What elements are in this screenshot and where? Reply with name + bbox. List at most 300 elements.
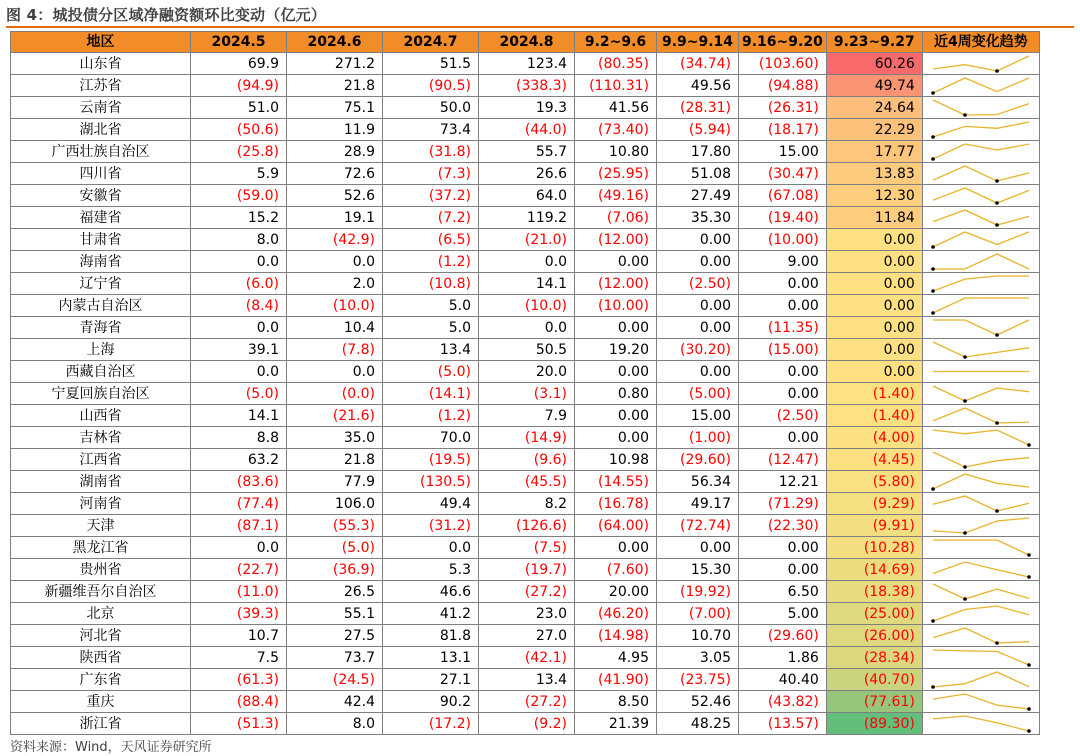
sparkline <box>923 427 1039 448</box>
figure-title: 图 4：城投债分区域净融资额环比变动（亿元） <box>6 6 327 24</box>
sparkline-low-marker <box>931 268 935 272</box>
value-cell: 0.00 <box>657 251 739 273</box>
value-cell: (26.31) <box>739 97 827 119</box>
value-cell: 10.4 <box>287 317 383 339</box>
value-cell: (6.0) <box>191 273 287 295</box>
value-cell: (24.5) <box>287 669 383 691</box>
value-cell: 9.00 <box>739 251 827 273</box>
value-cell: (10.00) <box>739 229 827 251</box>
value-cell: 0.0 <box>191 361 287 383</box>
value-cell: (10.8) <box>383 273 479 295</box>
value-cell: 23.0 <box>479 603 575 625</box>
value-cell: 41.2 <box>383 603 479 625</box>
sparkline-low-marker <box>931 92 935 96</box>
sparkline-line <box>933 320 1029 335</box>
value-cell: (14.55) <box>575 471 657 493</box>
value-cell: (72.74) <box>657 515 739 537</box>
value-cell: 39.1 <box>191 339 287 361</box>
value-cell: 0.0 <box>191 537 287 559</box>
value-cell: 55.1 <box>287 603 383 625</box>
value-cell: 21.39 <box>575 713 657 735</box>
latest-week-cell: (26.00) <box>826 625 922 647</box>
value-cell: (50.6) <box>191 119 287 141</box>
trend-cell <box>922 251 1039 273</box>
region-cell: 广西壮族自治区 <box>11 141 191 163</box>
region-cell: 湖南省 <box>11 471 191 493</box>
sparkline-low-marker <box>963 114 967 118</box>
value-cell: (29.60) <box>739 625 827 647</box>
week4-header: 9.23~9.27 <box>826 32 922 53</box>
sparkline-low-marker <box>1027 444 1031 448</box>
sparkline-line <box>933 430 1029 445</box>
region-cell: 江西省 <box>11 449 191 471</box>
sparkline <box>923 229 1039 250</box>
value-cell: 0.00 <box>739 361 827 383</box>
value-cell: (90.5) <box>383 75 479 97</box>
value-cell: (31.8) <box>383 141 479 163</box>
sparkline <box>923 75 1039 96</box>
trend-cell <box>922 317 1039 339</box>
value-cell: 69.9 <box>191 53 287 75</box>
latest-week-cell: 0.00 <box>826 251 922 273</box>
value-cell: 0.0 <box>287 251 383 273</box>
trend-cell <box>922 141 1039 163</box>
value-cell: 8.0 <box>287 713 383 735</box>
value-cell: 0.0 <box>479 251 575 273</box>
region-cell: 山东省 <box>11 53 191 75</box>
trend-cell <box>922 537 1039 559</box>
value-cell: 40.40 <box>739 669 827 691</box>
table-row <box>11 515 1040 537</box>
trend-cell <box>922 427 1039 449</box>
value-cell: 19.1 <box>287 207 383 229</box>
value-cell: (21.6) <box>287 405 383 427</box>
region-cell: 北京 <box>11 603 191 625</box>
value-cell: 75.1 <box>287 97 383 119</box>
value-cell: 73.7 <box>287 647 383 669</box>
sparkline-line <box>933 694 1029 709</box>
table-row <box>11 229 1040 251</box>
sparkline-low-marker <box>931 290 935 294</box>
value-cell: (64.00) <box>575 515 657 537</box>
latest-week-cell: (77.61) <box>826 691 922 713</box>
value-cell: 15.00 <box>739 141 827 163</box>
value-cell: (1.2) <box>383 405 479 427</box>
value-cell: 0.00 <box>739 383 827 405</box>
value-cell: 51.5 <box>383 53 479 75</box>
sparkline-line <box>933 408 1029 423</box>
value-cell: (9.6) <box>479 449 575 471</box>
region-cell: 江苏省 <box>11 75 191 97</box>
trend-cell <box>922 207 1039 229</box>
value-cell: 27.5 <box>287 625 383 647</box>
value-cell: 10.7 <box>191 625 287 647</box>
sparkline-line <box>933 78 1029 93</box>
sparkline-low-marker <box>995 334 999 338</box>
trend-cell <box>922 515 1039 537</box>
value-cell: 0.0 <box>287 361 383 383</box>
value-cell: (7.60) <box>575 559 657 581</box>
sparkline-line <box>933 166 1029 181</box>
trend-cell <box>922 493 1039 515</box>
value-cell: (18.17) <box>739 119 827 141</box>
sparkline-line <box>933 122 1029 137</box>
sparkline-low-marker <box>995 510 999 514</box>
table-row <box>11 405 1040 427</box>
latest-week-cell: (25.00) <box>826 603 922 625</box>
value-cell: 10.70 <box>657 625 739 647</box>
value-cell: (94.88) <box>739 75 827 97</box>
net-financing-table <box>10 31 1040 735</box>
table-row <box>11 581 1040 603</box>
region-cell: 海南省 <box>11 251 191 273</box>
latest-week-cell: (18.38) <box>826 581 922 603</box>
value-cell: 13.4 <box>479 669 575 691</box>
value-cell: 49.56 <box>657 75 739 97</box>
sparkline <box>923 361 1039 382</box>
value-cell: (11.35) <box>739 317 827 339</box>
value-cell: 8.8 <box>191 427 287 449</box>
region-cell: 福建省 <box>11 207 191 229</box>
trend-cell <box>922 383 1039 405</box>
value-cell: 46.6 <box>383 581 479 603</box>
value-cell: (42.9) <box>287 229 383 251</box>
table-row <box>11 53 1040 75</box>
latest-week-cell: (9.91) <box>826 515 922 537</box>
value-cell: (7.2) <box>383 207 479 229</box>
trend-cell <box>922 559 1039 581</box>
trend-cell <box>922 273 1039 295</box>
region-cell: 宁夏回族自治区 <box>11 383 191 405</box>
value-cell: 0.00 <box>739 273 827 295</box>
trend-cell <box>922 691 1039 713</box>
region-header: 地区 <box>11 32 191 53</box>
sparkline-line <box>933 474 1029 489</box>
table-row <box>11 669 1040 691</box>
latest-week-cell: 0.00 <box>826 339 922 361</box>
jun-header: 2024.6 <box>287 32 383 53</box>
value-cell: 35.0 <box>287 427 383 449</box>
value-cell: 0.00 <box>657 361 739 383</box>
value-cell: (51.3) <box>191 713 287 735</box>
sparkline-low-marker <box>995 642 999 646</box>
value-cell: 0.0 <box>191 251 287 273</box>
trend-cell <box>922 185 1039 207</box>
sparkline-line <box>933 386 1029 401</box>
value-cell: 0.00 <box>575 317 657 339</box>
value-cell: 5.0 <box>383 295 479 317</box>
aug-header: 2024.8 <box>479 32 575 53</box>
value-cell: (338.3) <box>479 75 575 97</box>
value-cell: (12.47) <box>739 449 827 471</box>
value-cell: 0.00 <box>575 427 657 449</box>
value-cell: 0.00 <box>575 537 657 559</box>
sparkline-low-marker <box>931 686 935 690</box>
table-row <box>11 603 1040 625</box>
value-cell: 2.0 <box>287 273 383 295</box>
value-cell: 6.50 <box>739 581 827 603</box>
value-cell: (42.1) <box>479 647 575 669</box>
region-cell: 青海省 <box>11 317 191 339</box>
sparkline <box>923 603 1039 624</box>
value-cell: 35.30 <box>657 207 739 229</box>
table-row <box>11 141 1040 163</box>
value-cell: (5.0) <box>383 361 479 383</box>
value-cell: 4.95 <box>575 647 657 669</box>
value-cell: (8.4) <box>191 295 287 317</box>
sparkline <box>923 383 1039 404</box>
value-cell: 0.00 <box>657 317 739 339</box>
week2-header: 9.9~9.14 <box>657 32 739 53</box>
latest-week-cell: (89.30) <box>826 713 922 735</box>
week3-header: 9.16~9.20 <box>739 32 827 53</box>
table-row <box>11 647 1040 669</box>
sparkline-line <box>933 672 1029 687</box>
value-cell: (43.82) <box>739 691 827 713</box>
table-row <box>11 625 1040 647</box>
value-cell: 5.3 <box>383 559 479 581</box>
sparkline <box>923 405 1039 426</box>
sparkline-line <box>933 562 1029 577</box>
value-cell: (1.2) <box>383 251 479 273</box>
latest-week-cell: 11.84 <box>826 207 922 229</box>
value-cell: 123.4 <box>479 53 575 75</box>
value-cell: 0.00 <box>575 361 657 383</box>
table-row <box>11 691 1040 713</box>
region-cell: 西藏自治区 <box>11 361 191 383</box>
table-row <box>11 537 1040 559</box>
value-cell: 0.0 <box>479 317 575 339</box>
value-cell: (19.7) <box>479 559 575 581</box>
latest-week-cell: (40.70) <box>826 669 922 691</box>
value-cell: (7.06) <box>575 207 657 229</box>
value-cell: (19.40) <box>739 207 827 229</box>
sparkline <box>923 537 1039 558</box>
sparkline-low-marker <box>995 224 999 228</box>
value-cell: 90.2 <box>383 691 479 713</box>
table-row <box>11 75 1040 97</box>
value-cell: (5.94) <box>657 119 739 141</box>
sparkline-line <box>933 628 1029 643</box>
sparkline <box>923 647 1039 668</box>
sparkline <box>923 471 1039 492</box>
value-cell: 15.2 <box>191 207 287 229</box>
latest-week-cell: 0.00 <box>826 229 922 251</box>
value-cell: (21.0) <box>479 229 575 251</box>
value-cell: 49.4 <box>383 493 479 515</box>
value-cell: 17.80 <box>657 141 739 163</box>
region-cell: 贵州省 <box>11 559 191 581</box>
value-cell: (12.00) <box>575 229 657 251</box>
region-cell: 广东省 <box>11 669 191 691</box>
value-cell: (17.2) <box>383 713 479 735</box>
value-cell: 41.56 <box>575 97 657 119</box>
table-row <box>11 471 1040 493</box>
sparkline-low-marker <box>995 70 999 74</box>
value-cell: (5.0) <box>287 537 383 559</box>
value-cell: (27.2) <box>479 691 575 713</box>
table-row <box>11 493 1040 515</box>
sparkline-line <box>933 298 1029 313</box>
value-cell: (15.00) <box>739 339 827 361</box>
table-row <box>11 713 1040 735</box>
value-cell: (110.31) <box>575 75 657 97</box>
sparkline <box>923 163 1039 184</box>
value-cell: 56.34 <box>657 471 739 493</box>
value-cell: 14.1 <box>191 405 287 427</box>
value-cell: 52.6 <box>287 185 383 207</box>
sparkline-line <box>933 496 1029 511</box>
value-cell: 119.2 <box>479 207 575 229</box>
sparkline <box>923 339 1039 360</box>
sparkline-low-marker <box>1027 576 1031 580</box>
value-cell: (126.6) <box>479 515 575 537</box>
table-row <box>11 295 1040 317</box>
value-cell: (0.0) <box>287 383 383 405</box>
value-cell: 5.9 <box>191 163 287 185</box>
trend-cell <box>922 603 1039 625</box>
value-cell: 63.2 <box>191 449 287 471</box>
trend-cell <box>922 713 1039 735</box>
value-cell: 0.00 <box>739 559 827 581</box>
table-row <box>11 97 1040 119</box>
value-cell: (37.2) <box>383 185 479 207</box>
value-cell: 0.00 <box>575 251 657 273</box>
sparkline <box>923 713 1039 734</box>
value-cell: 55.7 <box>479 141 575 163</box>
value-cell: (83.6) <box>191 471 287 493</box>
value-cell: (80.35) <box>575 53 657 75</box>
value-cell: (10.00) <box>575 295 657 317</box>
value-cell: 27.0 <box>479 625 575 647</box>
sparkline-low-marker <box>1027 708 1031 712</box>
value-cell: (7.5) <box>479 537 575 559</box>
latest-week-cell: 0.00 <box>826 295 922 317</box>
latest-week-cell: (5.80) <box>826 471 922 493</box>
latest-week-cell: 60.26 <box>826 53 922 75</box>
value-cell: 106.0 <box>287 493 383 515</box>
week1-header: 9.2~9.6 <box>575 32 657 53</box>
value-cell: (67.08) <box>739 185 827 207</box>
region-cell: 山西省 <box>11 405 191 427</box>
region-cell: 吉林省 <box>11 427 191 449</box>
region-cell: 陕西省 <box>11 647 191 669</box>
table-row <box>11 361 1040 383</box>
table-row <box>11 185 1040 207</box>
sparkline-low-marker <box>931 136 935 140</box>
sparkline-low-marker <box>931 488 935 492</box>
trend-cell <box>922 669 1039 691</box>
value-cell: 7.9 <box>479 405 575 427</box>
latest-week-cell: 0.00 <box>826 361 922 383</box>
value-cell: (45.5) <box>479 471 575 493</box>
latest-week-cell: (1.40) <box>826 405 922 427</box>
region-cell: 辽宁省 <box>11 273 191 295</box>
value-cell: 0.0 <box>191 317 287 339</box>
table-row <box>11 559 1040 581</box>
trend-cell <box>922 53 1039 75</box>
value-cell: 0.00 <box>657 295 739 317</box>
region-cell: 天津 <box>11 515 191 537</box>
region-cell: 黑龙江省 <box>11 537 191 559</box>
value-cell: 26.5 <box>287 581 383 603</box>
sparkline <box>923 317 1039 338</box>
title-rule <box>6 26 1074 28</box>
trend-cell <box>922 647 1039 669</box>
sparkline-low-marker <box>1027 554 1031 558</box>
value-cell: 13.4 <box>383 339 479 361</box>
trend-cell <box>922 119 1039 141</box>
table-row <box>11 163 1040 185</box>
sparkline-line <box>933 650 1029 665</box>
table-row <box>11 317 1040 339</box>
region-cell: 甘肃省 <box>11 229 191 251</box>
value-cell: 5.0 <box>383 317 479 339</box>
latest-week-cell: 0.00 <box>826 273 922 295</box>
value-cell: 51.08 <box>657 163 739 185</box>
value-cell: 48.25 <box>657 713 739 735</box>
latest-week-cell: (28.34) <box>826 647 922 669</box>
sparkline-low-marker <box>931 246 935 250</box>
value-cell: (2.50) <box>657 273 739 295</box>
value-cell: 0.00 <box>657 229 739 251</box>
value-cell: (88.4) <box>191 691 287 713</box>
value-cell: (9.2) <box>479 713 575 735</box>
value-cell: (49.16) <box>575 185 657 207</box>
value-cell: 28.9 <box>287 141 383 163</box>
value-cell: 70.0 <box>383 427 479 449</box>
sparkline <box>923 185 1039 206</box>
sparkline-line <box>933 276 1029 291</box>
value-cell: 12.21 <box>739 471 827 493</box>
trend-cell <box>922 581 1039 603</box>
jul-header: 2024.7 <box>383 32 479 53</box>
sparkline-low-marker <box>963 598 967 602</box>
value-cell: 42.4 <box>287 691 383 713</box>
value-cell: (36.9) <box>287 559 383 581</box>
value-cell: (19.92) <box>657 581 739 603</box>
value-cell: (7.00) <box>657 603 739 625</box>
value-cell: (29.60) <box>657 449 739 471</box>
value-cell: 73.4 <box>383 119 479 141</box>
value-cell: (46.20) <box>575 603 657 625</box>
sparkline-line <box>933 518 1029 533</box>
value-cell: (87.1) <box>191 515 287 537</box>
latest-week-cell: 13.83 <box>826 163 922 185</box>
latest-week-cell: (4.00) <box>826 427 922 449</box>
sparkline-line <box>933 342 1029 357</box>
sparkline <box>923 53 1039 74</box>
value-cell: 64.0 <box>479 185 575 207</box>
region-cell: 重庆 <box>11 691 191 713</box>
value-cell: (2.50) <box>739 405 827 427</box>
trend-cell <box>922 339 1039 361</box>
region-cell: 浙江省 <box>11 713 191 735</box>
trend-cell <box>922 75 1039 97</box>
latest-week-cell: 49.74 <box>826 75 922 97</box>
value-cell: (103.60) <box>739 53 827 75</box>
value-cell: 1.86 <box>739 647 827 669</box>
latest-week-cell: 0.00 <box>826 317 922 339</box>
trend-cell <box>922 471 1039 493</box>
sparkline-line <box>933 56 1029 71</box>
value-cell: (13.57) <box>739 713 827 735</box>
sparkline <box>923 119 1039 140</box>
value-cell: (44.0) <box>479 119 575 141</box>
latest-week-cell: 12.30 <box>826 185 922 207</box>
value-cell: (25.95) <box>575 163 657 185</box>
region-cell: 湖北省 <box>11 119 191 141</box>
